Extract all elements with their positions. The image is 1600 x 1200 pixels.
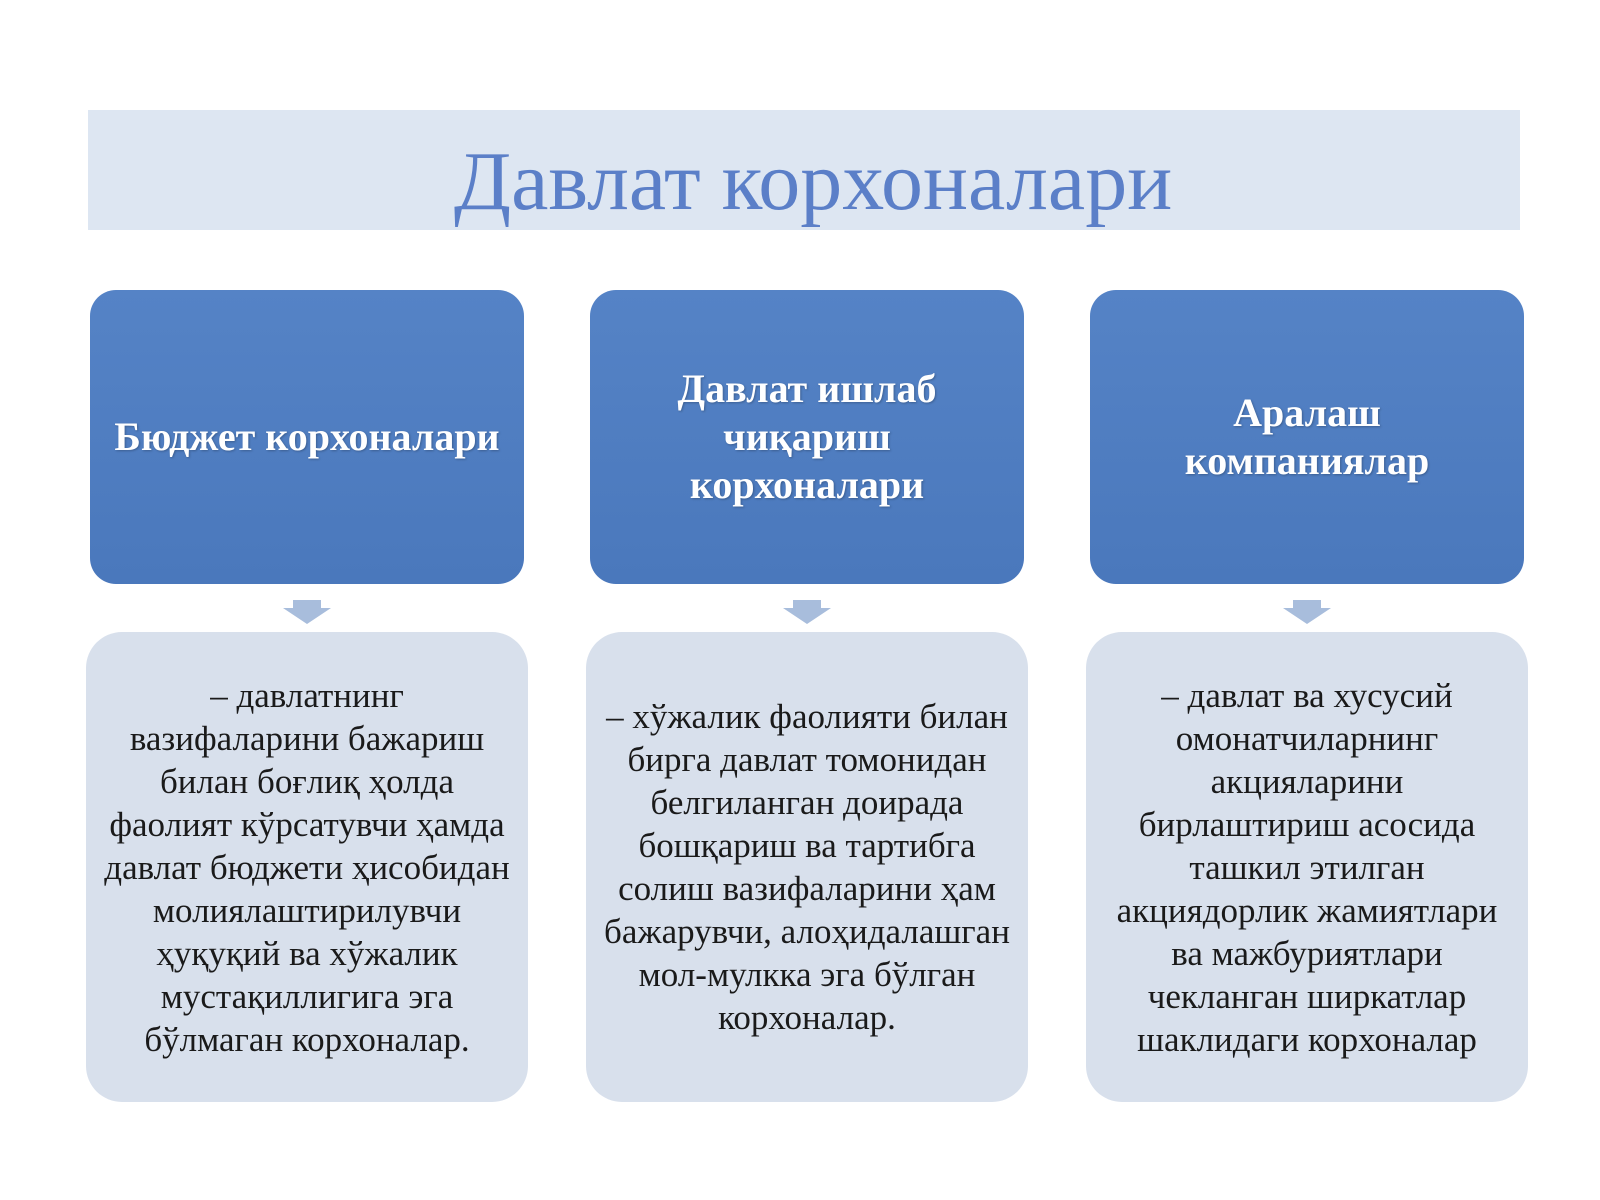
description-box-budget-enterprises [86, 632, 528, 1102]
page-title: Давлат корхоналари [453, 135, 1173, 228]
description-box-mixed-companies [1086, 632, 1528, 1102]
header-label: Аралаш компаниялар [1184, 390, 1430, 483]
column-mixed-companies [1090, 290, 1524, 1059]
description-text: – давлатнинг вазифаларини бажариш билан боғлиқ ҳолда фаолият кўрсатувчи ҳамда давлат бюджети ҳисобидан молиялаштирилувчи ҳуқуқий ва хўжалик мустақиллигига эга бўлмаган корхоналар. [104, 675, 510, 1059]
header-box-mixed-companies [1090, 290, 1524, 584]
down-arrow-shape [1283, 600, 1331, 624]
description-text: – давлат ва хусусий омонатчиларнинг акцияларини бирлаштириш асосида ташкил этилган акциядорлик жамиятлари ва мажбуриятлари чекланган ширкатлар шаклидаги корхоналар [1116, 675, 1498, 1059]
down-arrow-shape [783, 600, 831, 624]
header-box-state-production-enterprises [590, 290, 1024, 584]
column-budget-enterprises [90, 290, 524, 1059]
header-box-budget-enterprises [90, 290, 524, 584]
header-label: Давлат ишлаб чиқариш корхоналари [677, 366, 937, 507]
header-label: Бюджет корхоналари [114, 414, 500, 459]
title-band [88, 110, 1520, 230]
description-text: – хўжалик фаолияти билан бирга давлат томонидан белгиланган доирада бошқариш ва тартибга солиш вазифаларини ҳам бажарувчи, алоҳидалашган мол-мулкка эга бўлган корхоналар. [604, 697, 1010, 1037]
column-state-production-enterprises [590, 290, 1024, 1037]
down-arrow-shape [283, 600, 331, 624]
description-box-state-production-enterprises [586, 632, 1028, 1102]
